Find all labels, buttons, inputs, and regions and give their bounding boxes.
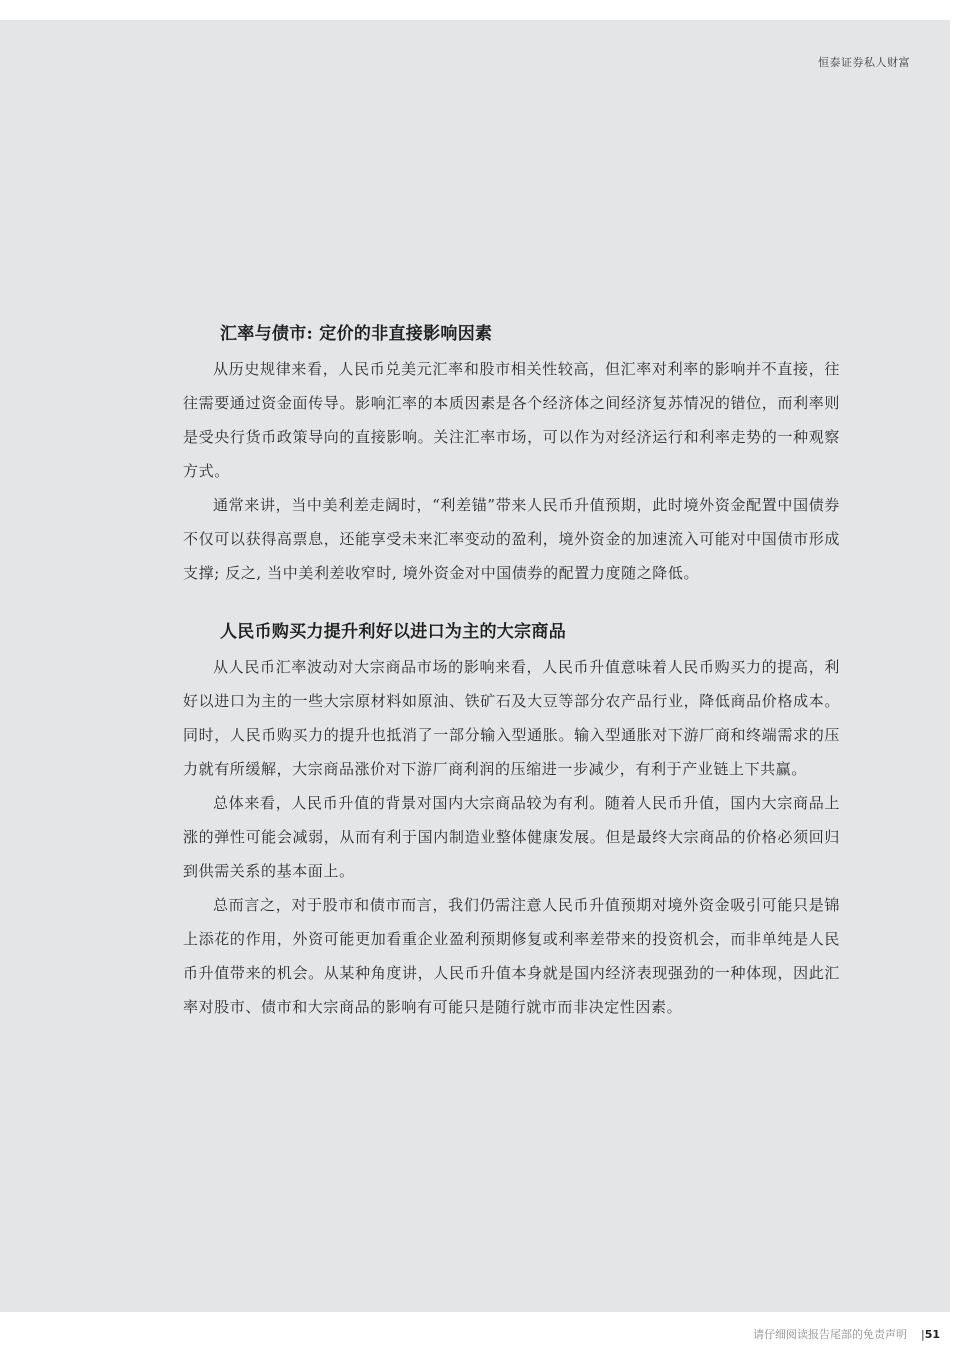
section-heading: 汇率与债市: 定价的非直接影响因素 [220,324,493,344]
section-fx-bond [183,320,840,590]
paragraph: 总而言之，对于股市和债市而言，我们仍需注意人民币升值预期对境外资金吸引可能只是锦上添花的作用，外资可能更加看重企业盈利预期修复或利率差带来的投资机会，而非单纯是人民币升值带来的机会。从某种角度讲，人民币升值本身就是国内经济表现强劲的一种体现，因此汇率对股市、债市和大宗商品的影响有可能只是随行就市而非决定性因素。 [183,896,840,1016]
page-footer [600,1326,940,1342]
paragraph: 通常来讲，当中美利差走阔时，“利差锚”带来人民币升值预期，此时境外资金配置中国债券不仅可以获得高票息，还能享受未来汇率变动的盈利，境外资金的加速流入可能对中国债市形成支撑; 反之, 当中美利差收窄时, 境外资金对中国债券的配置力度随之降低。 [183,496,840,582]
section-heading: 人民币购买力提升利好以进口为主的大宗商品 [220,622,566,642]
paragraph: 从历史规律来看，人民币兑美元汇率和股市相关性较高，但汇率对利率的影响并不直接，往往需要通过资金面传导。影响汇率的本质因素是各个经济体之间经济复苏情况的错位，而利率则是受央行货币政策导向的直接影响。关注汇率市场，可以作为对经济运行和利率走势的一种观察方式。 [183,360,840,480]
disclaimer-text: 请仔细阅读报告尾部的免责声明 [752,1328,907,1341]
article-body [183,320,840,1024]
brand-label: 恒泰证券私人财富 [818,56,910,69]
paragraph: 从人民币汇率波动对大宗商品市场的影响来看，人民币升值意味着人民币购买力的提高，利好以进口为主的一些大宗原材料如原油、铁矿石及大豆等部分农产品行业，降低商品价格成本。同时，人民币购买力的提升也抵消了一部分输入型通胀。输入型通胀对下游厂商和终端需求的压力就有所缓解，大宗商品涨价对下游厂商利润的压缩进一步减少，有利于产业链上下共赢。 [183,658,840,778]
footer-separator: | [920,1328,925,1341]
section-commodities [183,618,840,1024]
page-number: 51 [924,1328,940,1341]
paragraph: 总体来看，人民币升值的背景对国内大宗商品较为有利。随着人民币升值，国内大宗商品上涨的弹性可能会减弱，从而有利于国内制造业整体健康发展。但是最终大宗商品的价格必须回归到供需关系的基本面上。 [183,794,840,880]
